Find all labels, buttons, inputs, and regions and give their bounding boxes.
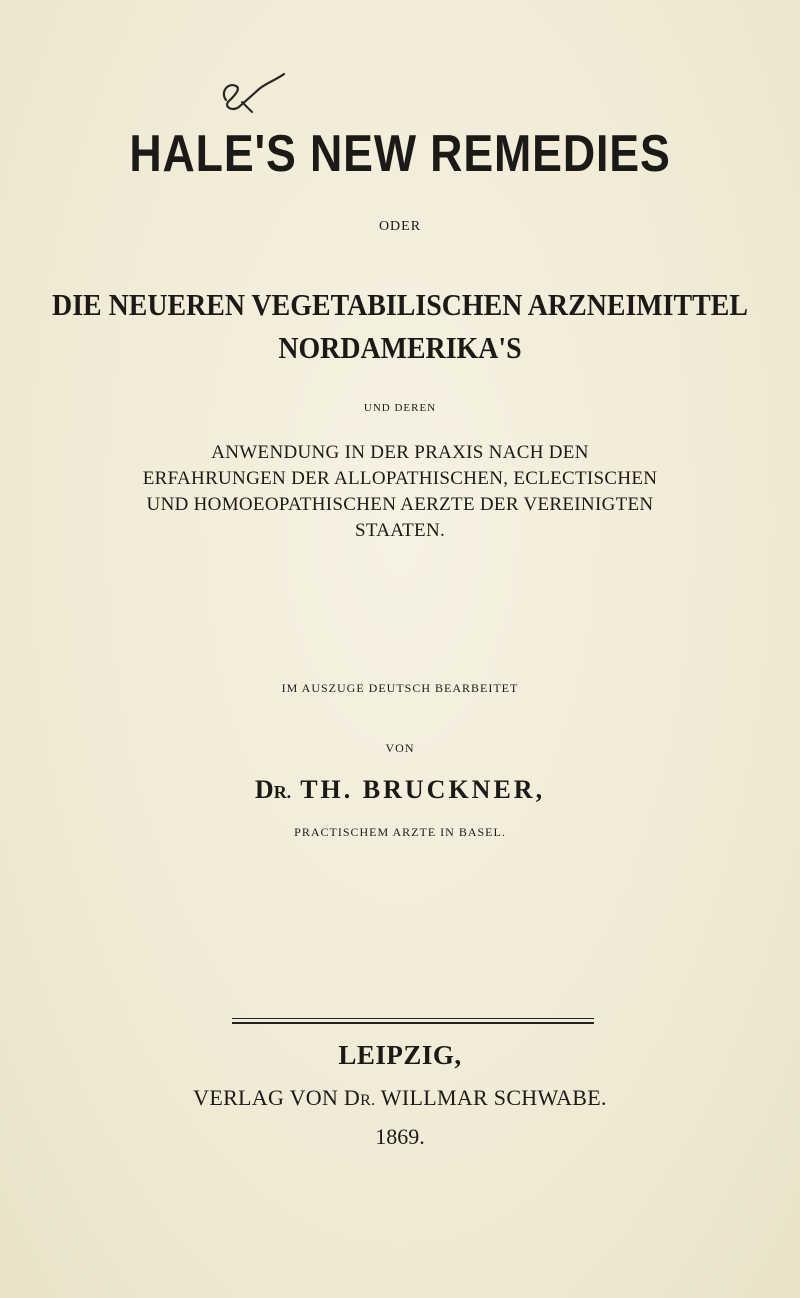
connector-oder: ODER: [378, 219, 422, 234]
connector-von: VON: [385, 741, 415, 755]
author-fullname: TH. BRUCKNER,: [300, 775, 546, 804]
publication-place: LEIPZIG,: [338, 1040, 462, 1070]
book-title: HALE'S NEW REMEDIES: [129, 125, 671, 183]
publication-year: 1869.: [375, 1124, 425, 1149]
description-line: UND HOMOEOPATHISCHEN AERZTE DER VEREINIGTEN: [146, 494, 654, 515]
author-affiliation: PRACTISCHEM ARZTE IN BASEL.: [294, 825, 506, 839]
description-line: ANWENDUNG IN DER PRAXIS NACH DEN: [211, 442, 589, 463]
edition-note: IM AUSZUGE DEUTSCH BEARBEITET: [281, 681, 519, 695]
description-block: [0, 440, 800, 544]
subtitle-line-1: DIE NEUEREN VEGETABILISCHEN ARZNEIMITTEL: [52, 287, 748, 322]
divider-rule: [232, 1018, 594, 1024]
author-title: DR.: [254, 775, 292, 804]
author-name: [0, 775, 800, 805]
description-line: ERFAHRUNGEN DER ALLOPATHISCHEN, ECLECTISCHEN: [142, 468, 658, 489]
publisher-line: VERLAG VON DR. WILLMAR SCHWABE.: [193, 1085, 607, 1110]
subtitle-line-2: NORDAMERIKA'S: [278, 330, 522, 365]
description-line: STAATEN.: [354, 520, 446, 541]
handwritten-library-mark: [218, 72, 288, 122]
connector-und-deren: UND DEREN: [363, 402, 437, 414]
